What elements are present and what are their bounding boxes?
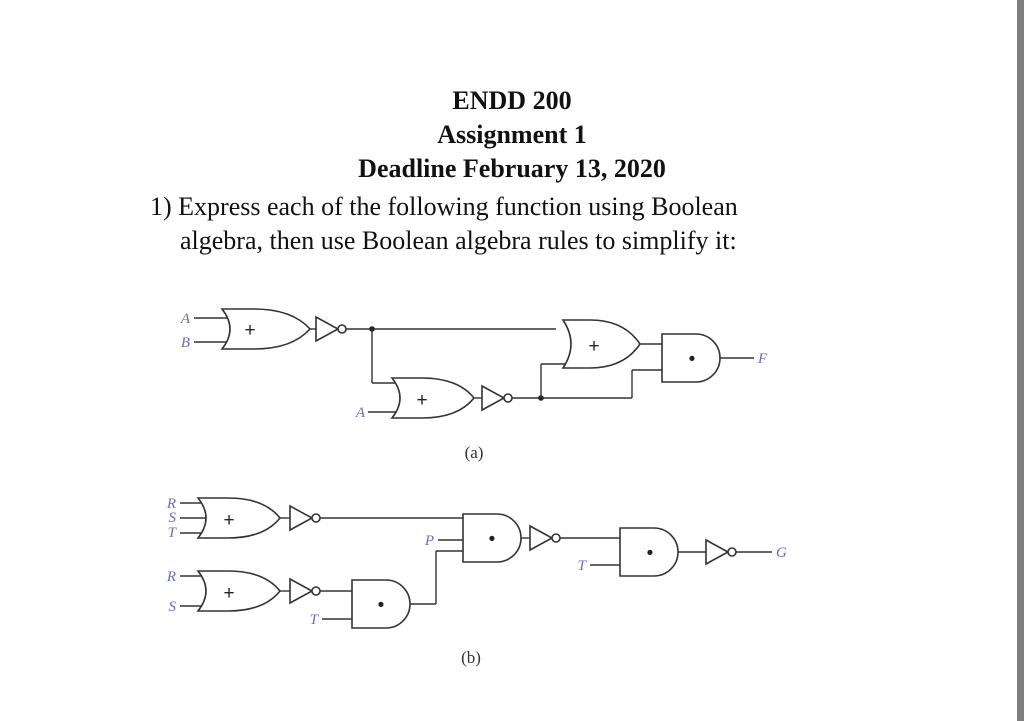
- and-symbol: •: [688, 349, 696, 370]
- input-label-a: A: [180, 311, 190, 327]
- or-gate-b1: [198, 498, 280, 538]
- and-symbol: •: [488, 529, 496, 550]
- not-gate-b4: [290, 579, 312, 603]
- intermediate-label-p: P: [424, 533, 434, 549]
- input-label-r: R: [166, 496, 176, 512]
- and-symbol: •: [377, 595, 385, 616]
- input-label-t3: T: [577, 558, 586, 574]
- input-label-s2: S: [168, 599, 176, 615]
- or-symbol: +: [588, 336, 600, 357]
- course-title: ENDD 200: [452, 86, 572, 115]
- question-line-2: algebra, then use Boolean algebra rules to simplify it:: [180, 226, 737, 255]
- or-gate-a3: [563, 320, 640, 368]
- output-label-g: G: [776, 545, 787, 561]
- or-gate-a2: [392, 378, 474, 418]
- input-label-t2: T: [309, 612, 318, 628]
- caption-b: (b): [461, 648, 481, 667]
- input-label-b: B: [180, 335, 190, 351]
- or-symbol: +: [244, 320, 256, 341]
- not-gate-b3: [706, 540, 728, 564]
- question-line-1: 1) Express each of the following function using Boolean: [150, 192, 738, 221]
- or-symbol: +: [223, 583, 235, 604]
- not-gate-b2: [530, 526, 552, 550]
- or-symbol: +: [223, 510, 235, 531]
- deadline-text: Deadline February 13, 2020: [358, 154, 666, 183]
- circuit-b: [166, 496, 787, 667]
- input-label-a2: A: [355, 405, 365, 421]
- input-label-s: S: [168, 510, 176, 526]
- input-label-t: T: [167, 525, 176, 541]
- circuit-a: [180, 309, 768, 462]
- not-gate-a1: [316, 317, 338, 341]
- or-gate-b2: [198, 571, 280, 611]
- output-label-f: F: [758, 351, 768, 367]
- assignment-title: Assignment 1: [437, 120, 587, 149]
- and-symbol: •: [646, 543, 654, 564]
- or-gate-a1: [222, 309, 310, 349]
- input-label-r2: R: [166, 569, 176, 585]
- not-gate-a2: [482, 386, 504, 410]
- not-gate-b1: [290, 506, 312, 530]
- or-symbol: +: [416, 390, 428, 411]
- caption-a: (a): [464, 443, 484, 462]
